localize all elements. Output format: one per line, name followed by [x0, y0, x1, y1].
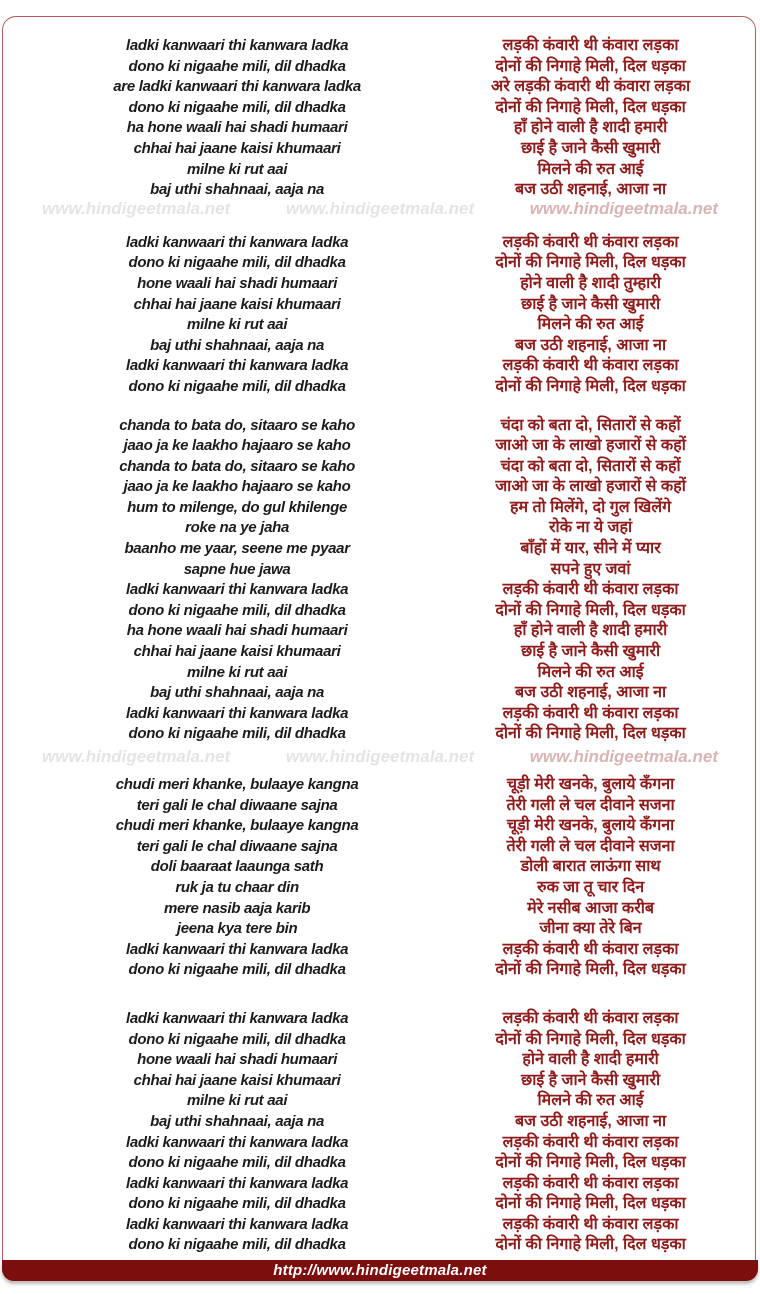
stanza-1 — [3, 36, 755, 201]
lyric-line-roman: jeena kya tere bin — [176, 920, 298, 938]
footer-bar — [2, 1260, 758, 1281]
lyric-line-hindi: छाई है जाने कैसी खुमारी — [521, 295, 661, 313]
lyric-line-roman: ladki kanwaari thi kanwara ladka — [125, 1133, 349, 1151]
lyric-line-roman: dono ki nigaahe mili, dil dhadka — [128, 1030, 346, 1048]
lyric-line-hindi: दोनों की निगाहे मिली, दिल धड़का — [495, 98, 686, 116]
lyric-line-hindi: बज उठी शहनाई, आजा ना — [515, 181, 667, 199]
lyric-line-hindi: मिलने की रुत आई — [537, 1092, 644, 1110]
stanza-5 — [3, 1009, 755, 1256]
stanza-4 — [3, 775, 755, 981]
lyric-line-hindi: हाँ होने वाली है शादी हमारी — [513, 119, 668, 137]
lyric-line-hindi: लड़की कंवारी थी कंवारा लड़का — [502, 1009, 679, 1027]
stanza-2-roman-column — [63, 233, 411, 398]
lyric-line-roman: dono ki nigaahe mili, dil dhadka — [128, 601, 346, 619]
lyric-line-roman: chanda to bata do, sitaaro se kaho — [119, 416, 355, 434]
lyric-line-hindi: चंदा को बता दो, सितारों से कहों — [500, 416, 681, 434]
lyric-line-hindi: दोनों की निगाहे मिली, दिल धड़का — [495, 1154, 686, 1172]
lyric-line-roman: milne ki rut aai — [186, 1092, 288, 1110]
lyric-line-roman: ha hone waali hai shadi humaari — [126, 119, 348, 137]
lyric-line-roman: chhai hai jaane kaisi khumaari — [133, 139, 341, 157]
lyric-line-hindi: होने वाली है शादी हमारी — [522, 1051, 659, 1069]
lyric-line-roman: ha hone waali hai shadi humaari — [126, 622, 348, 640]
lyric-line-roman: dono ki nigaahe mili, dil dhadka — [128, 98, 346, 116]
footer-site-link[interactable]: http://www.hindigeetmala.net — [273, 1262, 487, 1279]
lyric-line-roman: ladki kanwaari thi kanwara ladka — [125, 940, 349, 958]
lyric-line-hindi: दोनों की निगाहे मिली, दिल धड़का — [495, 961, 686, 979]
lyric-line-hindi: लड़की कंवारी थी कंवारा लड़का — [502, 233, 679, 251]
lyric-line-hindi: बज उठी शहनाई, आजा ना — [515, 1112, 667, 1130]
lyric-line-hindi: चूड़ी मेरी खनके, बुलाये कँगना — [506, 817, 675, 835]
lyric-line-hindi: तेरी गली ले चल दीवाने सजना — [506, 837, 675, 855]
lyric-line-roman: dono ki nigaahe mili, dil dhadka — [128, 961, 346, 979]
lyric-line-hindi: जीना क्या तेरे बिन — [539, 920, 642, 938]
watermark-text: www.hindigeetmala.net — [42, 199, 231, 218]
lyric-line-hindi: जाओ जा के लाखो हजारों से कहों — [495, 437, 686, 455]
lyric-line-roman: baj uthi shahnaai, aaja na — [150, 181, 325, 199]
lyric-line-hindi: दोनों की निगाहे मिली, दिल धड़का — [495, 377, 686, 395]
lyric-line-hindi: बज उठी शहनाई, आजा ना — [515, 336, 667, 354]
lyric-line-hindi: चूड़ी मेरी खनके, बुलाये कँगना — [506, 776, 675, 793]
watermark-text: www.hindigeetmala.net — [529, 747, 718, 766]
lyric-line-roman: jaao ja ke laakho hajaaro se kaho — [123, 478, 351, 496]
lyric-line-hindi: रुक जा तू चार दिन — [537, 878, 645, 896]
lyric-line-roman: ladki kanwaari thi kanwara ladka — [125, 37, 349, 54]
lyric-line-hindi: बज उठी शहनाई, आजा ना — [515, 684, 667, 702]
lyric-line-roman: roke na ye jaha — [185, 519, 290, 537]
lyrics-frame — [2, 16, 756, 1281]
lyric-line-hindi: लड़की कंवारी थी कंवारा लड़का — [502, 581, 679, 599]
lyric-line-hindi: लड़की कंवारी थी कंवारा लड़का — [502, 37, 679, 54]
lyric-line-roman: jaao ja ke laakho hajaaro se kaho — [123, 437, 351, 455]
lyric-line-roman: chudi meri khanke, bulaaye kangna — [115, 776, 359, 793]
lyric-line-roman: ladki kanwaari thi kanwara ladka — [125, 1009, 349, 1027]
lyric-line-roman: baanho me yaar, seene me pyaar — [124, 540, 350, 558]
lyric-line-roman: hone waali hai shadi humaari — [137, 274, 338, 292]
lyric-line-roman: dono ki nigaahe mili, dil dhadka — [128, 377, 346, 395]
lyric-line-hindi: मिलने की रुत आई — [537, 316, 644, 334]
lyric-line-hindi: दोनों की निगाहे मिली, दिल धड़का — [495, 1195, 686, 1213]
lyric-line-hindi: मिलने की रुत आई — [537, 663, 644, 681]
lyric-line-hindi: बाँहों में यार, सीने में प्यार — [520, 540, 661, 558]
lyrics-content — [3, 17, 755, 1256]
lyric-line-hindi: छाई है जाने कैसी खुमारी — [521, 139, 661, 157]
lyric-line-roman: teri gali le chal diwaane sajna — [136, 796, 338, 814]
lyric-line-roman: sapne hue jawa — [183, 560, 291, 578]
lyric-line-roman: ladki kanwaari thi kanwara ladka — [125, 1215, 349, 1233]
stanza-2 — [3, 233, 755, 398]
lyric-line-hindi: रोके ना ये जहां — [549, 519, 633, 537]
lyric-line-hindi: मेरे नसीब आजा करीब — [527, 899, 655, 917]
lyric-line-hindi: छाई है जाने कैसी खुमारी — [521, 643, 661, 661]
stanza-3-hindi-column — [426, 416, 755, 746]
stanza-5-hindi-column — [426, 1009, 755, 1256]
lyric-line-roman: ruk ja tu chaar din — [175, 878, 299, 896]
lyric-line-hindi: दोनों की निगाहे मिली, दिल धड़का — [495, 601, 686, 619]
watermark-text: www.hindigeetmala.net — [42, 747, 231, 766]
stanza-4-roman-column — [63, 775, 411, 981]
stanza-1-hindi-column — [426, 36, 755, 201]
lyric-line-roman: chhai hai jaane kaisi khumaari — [133, 643, 341, 661]
lyric-line-hindi: लड़की कंवारी थी कंवारा लड़का — [502, 1215, 679, 1233]
lyric-line-hindi: दोनों की निगाहे मिली, दिल धड़का — [495, 1030, 686, 1048]
lyric-line-roman: dono ki nigaahe mili, dil dhadka — [128, 1236, 346, 1254]
lyric-line-hindi: लड़की कंवारी थी कंवारा लड़का — [502, 940, 679, 958]
lyric-line-roman: are ladki kanwaari thi kanwara ladka — [113, 78, 361, 96]
lyric-line-hindi: हाँ होने वाली है शादी हमारी — [513, 622, 668, 640]
lyric-line-hindi: मिलने की रुत आई — [537, 160, 644, 178]
lyric-line-hindi: दोनों की निगाहे मिली, दिल धड़का — [495, 725, 686, 743]
lyric-line-roman: baj uthi shahnaai, aaja na — [150, 1112, 325, 1130]
lyric-line-roman: ladki kanwaari thi kanwara ladka — [125, 581, 349, 599]
lyric-line-hindi: लड़की कंवारी थी कंवारा लड़का — [502, 704, 679, 722]
lyric-line-roman: chanda to bata do, sitaaro se kaho — [119, 457, 355, 475]
lyric-line-roman: doli baaraat laaunga sath — [150, 858, 324, 876]
lyric-line-roman: dono ki nigaahe mili, dil dhadka — [128, 725, 346, 743]
stanza-1-roman-column — [63, 36, 411, 201]
lyric-line-roman: milne ki rut aai — [186, 316, 288, 334]
lyric-line-roman: baj uthi shahnaai, aaja na — [150, 684, 325, 702]
lyric-line-hindi: डोली बारात लाऊंगा साथ — [520, 858, 661, 876]
lyric-line-hindi: लड़की कंवारी थी कंवारा लड़का — [502, 1174, 679, 1192]
lyric-line-roman: chudi meri khanke, bulaaye kangna — [115, 817, 359, 835]
lyric-line-roman: ladki kanwaari thi kanwara ladka — [125, 233, 349, 251]
lyric-line-roman: teri gali le chal diwaane sajna — [136, 837, 338, 855]
lyric-line-roman: chhai hai jaane kaisi khumaari — [133, 1071, 341, 1089]
lyric-line-roman: hum to milenge, do gul khilenge — [127, 498, 348, 516]
lyric-line-hindi: दोनों की निगाहे मिली, दिल धड़का — [495, 57, 686, 75]
lyric-line-roman: mere nasib aaja karib — [163, 899, 311, 917]
stanza-2-hindi-column — [426, 233, 755, 398]
lyric-line-hindi: लड़की कंवारी थी कंवारा लड़का — [502, 357, 679, 375]
lyric-line-roman: chhai hai jaane kaisi khumaari — [133, 295, 341, 313]
lyric-line-hindi: जाओ जा के लाखो हजारों से कहों — [495, 478, 686, 496]
lyric-line-roman: ladki kanwaari thi kanwara ladka — [125, 357, 349, 375]
lyric-line-hindi: सपने हुए जवां — [550, 560, 631, 578]
lyric-line-hindi: दोनों की निगाहे मिली, दिल धड़का — [495, 1236, 686, 1254]
lyric-line-roman: milne ki rut aai — [186, 663, 288, 681]
lyric-line-roman: dono ki nigaahe mili, dil dhadka — [128, 57, 346, 75]
lyric-line-hindi: तेरी गली ले चल दीवाने सजना — [506, 796, 675, 814]
lyric-line-hindi: हम तो मिलेंगे, दो गुल खिलेंगे — [510, 498, 672, 516]
lyric-line-roman: hone waali hai shadi humaari — [137, 1051, 338, 1069]
stanza-4-hindi-column — [426, 775, 755, 981]
lyric-line-roman: milne ki rut aai — [186, 160, 288, 178]
lyric-line-roman: ladki kanwaari thi kanwara ladka — [125, 1174, 349, 1192]
lyric-line-hindi: होने वाली है शादी तुम्हारी — [520, 274, 661, 292]
lyric-line-roman: dono ki nigaahe mili, dil dhadka — [128, 1195, 346, 1213]
watermark-text: www.hindigeetmala.net — [529, 199, 718, 218]
lyric-line-hindi: दोनों की निगाहे मिली, दिल धड़का — [495, 254, 686, 272]
lyric-line-roman: ladki kanwaari thi kanwara ladka — [125, 704, 349, 722]
watermark-text: www.hindigeetmala.net — [285, 199, 475, 218]
lyric-line-hindi: अरे लड़की कंवारी थी कंवारा लड़का — [491, 78, 691, 96]
lyric-line-roman: dono ki nigaahe mili, dil dhadka — [128, 1154, 346, 1172]
lyric-line-roman: baj uthi shahnaai, aaja na — [150, 336, 325, 354]
lyric-line-hindi: छाई है जाने कैसी खुमारी — [521, 1071, 661, 1089]
lyric-line-roman: dono ki nigaahe mili, dil dhadka — [128, 254, 346, 272]
watermark-text: www.hindigeetmala.net — [285, 747, 475, 766]
stanza-3 — [3, 416, 755, 746]
lyric-line-hindi: लड़की कंवारी थी कंवारा लड़का — [502, 1133, 679, 1151]
lyric-line-hindi: चंदा को बता दो, सितारों से कहों — [500, 457, 681, 475]
stanza-5-roman-column — [63, 1009, 411, 1256]
stanza-3-roman-column — [63, 416, 411, 746]
